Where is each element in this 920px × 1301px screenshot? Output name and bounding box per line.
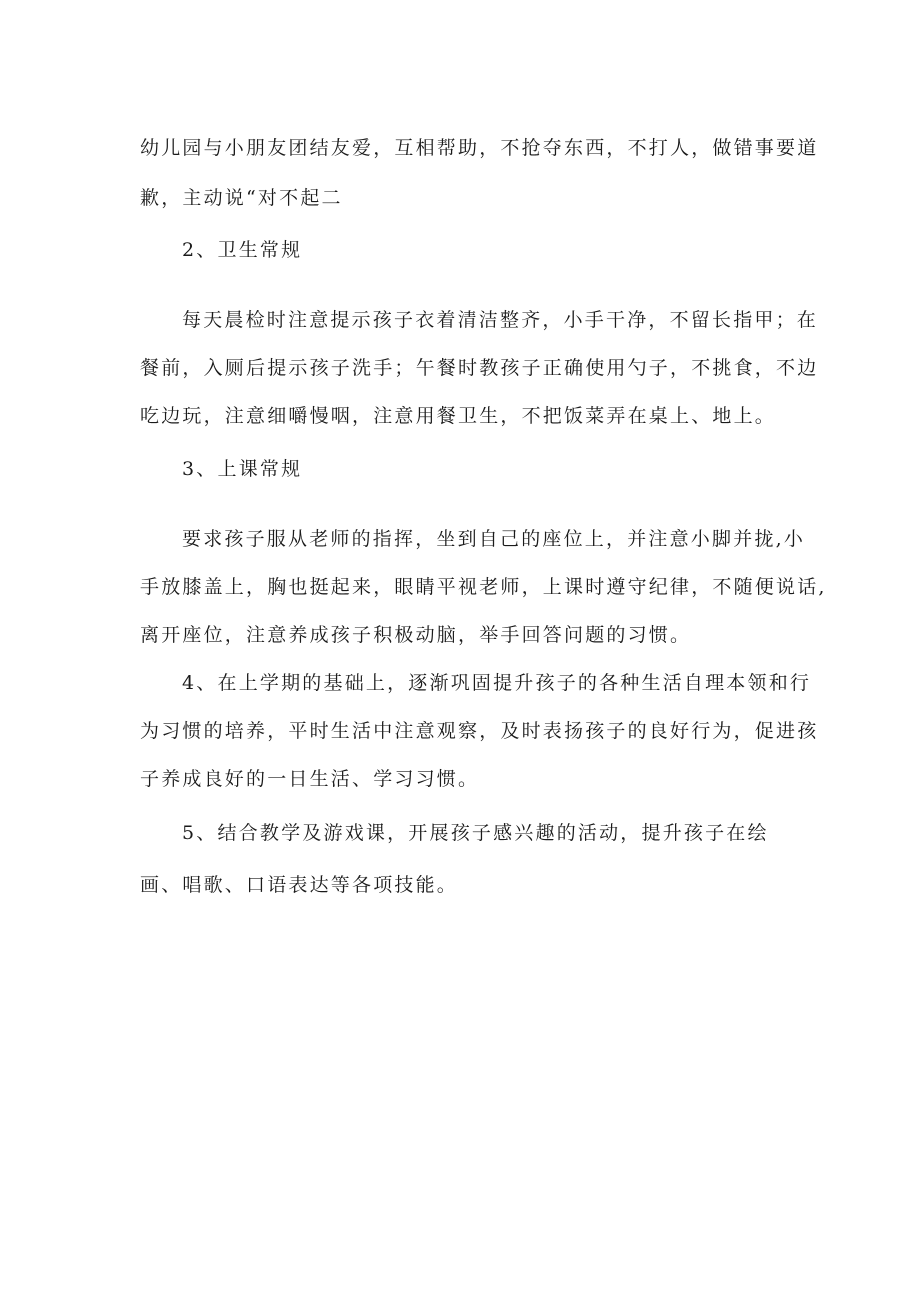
paragraph-3-line-3: 离开座位，注意养成孩子积极动脑，举手回答问题的习惯。 [140, 624, 692, 646]
paragraph-5-line-2: 画、唱歌、口语表达等各项技能。 [140, 874, 459, 896]
section-heading-class: 3、上课常规 [182, 458, 303, 480]
paragraph-4-line-3: 子养成良好的一日生活、学习习惯。 [140, 768, 480, 790]
paragraph-2-line-2: 餐前，入厕后提示孩子洗手；午餐时教孩子正确使用勺子，不挑食，不边 [140, 357, 819, 379]
paragraph-4-line-1: 4、在上学期的基础上，逐渐巩固提升孩子的各种生活自理本领和行 [182, 672, 812, 694]
section-heading-hygiene: 2、卫生常规 [182, 239, 303, 261]
paragraph-2-line-3: 吃边玩，注意细嚼慢咽，注意用餐卫生，不把饭菜弄在桌上、地上。 [140, 405, 777, 427]
paragraph-1-line-2: 歉，主动说“对不起二 [140, 187, 343, 209]
paragraph-5-line-1: 5、结合教学及游戏课，开展孩子感兴趣的活动，提升孩子在绘 [182, 822, 769, 844]
paragraph-4-line-2: 为习惯的培养，平时生活中注意观察，及时表扬孩子的良好行为，促进孩 [140, 720, 819, 742]
paragraph-3-line-1: 要求孩子服从老师的指挥，坐到自己的座位上，并注意小脚并拢,小 [182, 528, 806, 550]
paragraph-2-line-1: 每天晨检时注意提示孩子衣着清洁整齐，小手干净，不留长指甲；在 [182, 309, 819, 331]
paragraph-3-line-2: 手放膝盖上，胸也挺起来，眼睛平视老师，上课时遵守纪律，不随便说话, [140, 576, 827, 598]
paragraph-1-line-1: 幼儿园与小朋友团结友爱，互相帮助，不抢夺东西，不打人，做错事要道 [140, 137, 819, 159]
